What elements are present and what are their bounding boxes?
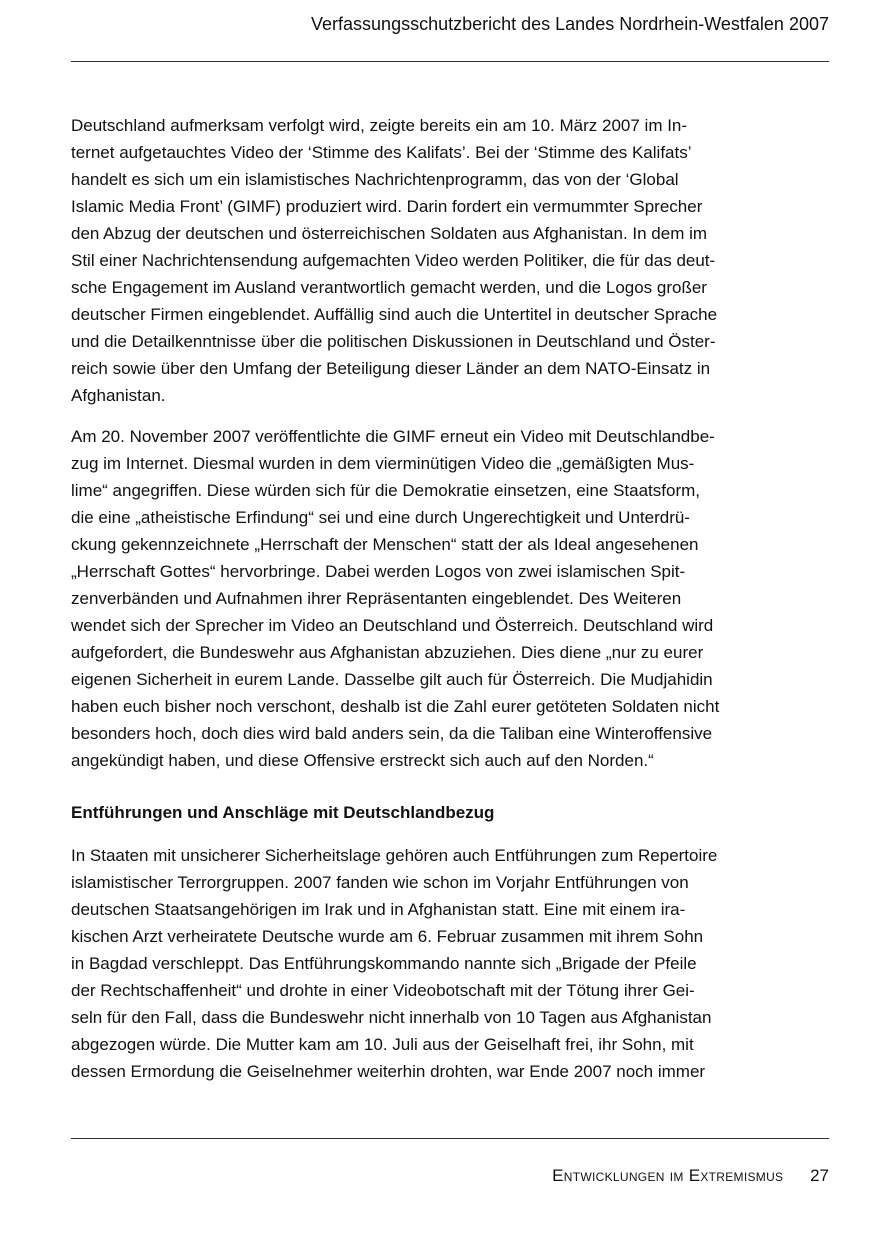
text-line: wendet sich der Sprecher im Video an Deutschland und Österreich. Deutschland wird xyxy=(71,616,714,635)
text-line: Stil einer Nachrichtensendung aufgemachten Video werden Politiker, die für das deut- xyxy=(71,251,716,270)
text-line: seln für den Fall, dass die Bundeswehr nicht innerhalb von 10 Tagen aus Afghanistan xyxy=(71,1008,712,1027)
text-line: islamistischer Terrorgruppen. 2007 fanden wie schon im Vorjahr Entführungen von xyxy=(71,873,689,892)
text-line: zenverbänden und Aufnahmen ihrer Repräsentanten eingeblendet. Des Weiteren xyxy=(71,589,682,608)
text-line: Am 20. November 2007 veröffentlichte die GIMF erneut ein Video mit Deutschlandbe- xyxy=(71,427,715,446)
text-line: haben euch bisher noch verschont, deshalb ist die Zahl eurer getöteten Soldaten nicht xyxy=(71,697,720,716)
footer-section-title: Entwicklungen im Extremismus xyxy=(552,1166,784,1185)
text-line: kischen Arzt verheiratete Deutsche wurde am 6. Februar zusammen mit ihrem Sohn xyxy=(71,927,704,946)
paragraph-1 xyxy=(71,112,787,409)
text-line: Deutschland aufmerksam verfolgt wird, zeigte bereits ein am 10. März 2007 im In- xyxy=(71,116,688,135)
text-line: angekündigt haben, und diese Offensive erstreckt sich auch auf den Norden.“ xyxy=(71,751,654,770)
text-line: „Herrschaft Gottes“ hervorbringe. Dabei werden Logos von zwei islamischen Spit- xyxy=(71,562,686,581)
text-line: reich sowie über den Umfang der Beteiligung dieser Länder an dem NATO-Einsatz in xyxy=(71,359,711,378)
running-header: Verfassungsschutzbericht des Landes Nordrhein-Westfalen 2007 xyxy=(311,14,829,34)
text-line: in Bagdad verschleppt. Das Entführungskommando nannte sich „Brigade der Pfeile xyxy=(71,954,697,973)
header-divider xyxy=(71,61,829,62)
footer-divider xyxy=(71,1138,829,1139)
page-number: 27 xyxy=(810,1166,829,1185)
text-line: und die Detailkenntnisse über die politischen Diskussionen in Deutschland und Öster- xyxy=(71,332,716,351)
paragraph-2 xyxy=(71,423,787,774)
text-line: den Abzug der deutschen und österreichischen Soldaten aus Afghanistan. In dem im xyxy=(71,224,708,243)
paragraph-3 xyxy=(71,842,787,1085)
text-line: eigenen Sicherheit in eurem Lande. Dasselbe gilt auch für Österreich. Die Mudjahidin xyxy=(71,670,713,689)
text-line: handelt es sich um ein islamistisches Nachrichtenprogramm, das von der ‘Global xyxy=(71,170,679,189)
text-line: besonders hoch, doch dies wird bald anders sein, da die Taliban eine Winteroffensive xyxy=(71,724,713,743)
text-line: zug im Internet. Diesmal wurden in dem vierminütigen Video die „gemäßigten Mus- xyxy=(71,454,695,473)
text-line: deutschen Staatsangehörigen im Irak und in Afghanistan statt. Eine mit einem ira- xyxy=(71,900,686,919)
text-line: aufgefordert, die Bundeswehr aus Afghanistan abzuziehen. Dies diene „nur zu eurer xyxy=(71,643,704,662)
section-heading: Entführungen und Anschläge mit Deutschlandbezug xyxy=(71,803,495,822)
text-line: ckung gekennzeichnete „Herrschaft der Menschen“ statt der als Ideal angesehenen xyxy=(71,535,699,554)
text-line: die eine „atheistische Erfindung“ sei und eine durch Ungerechtigkeit und Unterdrü- xyxy=(71,508,690,527)
text-line: Afghanistan. xyxy=(71,386,166,405)
page-footer xyxy=(552,1162,829,1190)
text-line: Islamic Media Front’ (GIMF) produziert wird. Darin fordert ein vermummter Sprecher xyxy=(71,197,703,216)
page-body xyxy=(71,112,787,1085)
text-line: deutscher Firmen eingeblendet. Auffällig sind auch die Untertitel in deutscher Sprache xyxy=(71,305,718,324)
text-line: dessen Ermordung die Geiselnehmer weiterhin drohten, war Ende 2007 noch immer xyxy=(71,1062,706,1081)
text-line: In Staaten mit unsicherer Sicherheitslage gehören auch Entführungen zum Repertoire xyxy=(71,846,718,865)
text-line: ternet aufgetauchtes Video der ‘Stimme des Kalifats’. Bei der ‘Stimme des Kalifats’ xyxy=(71,143,692,162)
text-line: sche Engagement im Ausland verantwortlich gemacht werden, und die Logos großer xyxy=(71,278,707,297)
text-line: lime“ angegriffen. Diese würden sich für die Demokratie einsetzen, eine Staatsform, xyxy=(71,481,700,500)
text-line: der Rechtschaffenheit“ und drohte in einer Videobotschaft mit der Tötung ihrer Gei- xyxy=(71,981,695,1000)
text-line: abgezogen würde. Die Mutter kam am 10. Juli aus der Geiselhaft frei, ihr Sohn, mit xyxy=(71,1035,694,1054)
